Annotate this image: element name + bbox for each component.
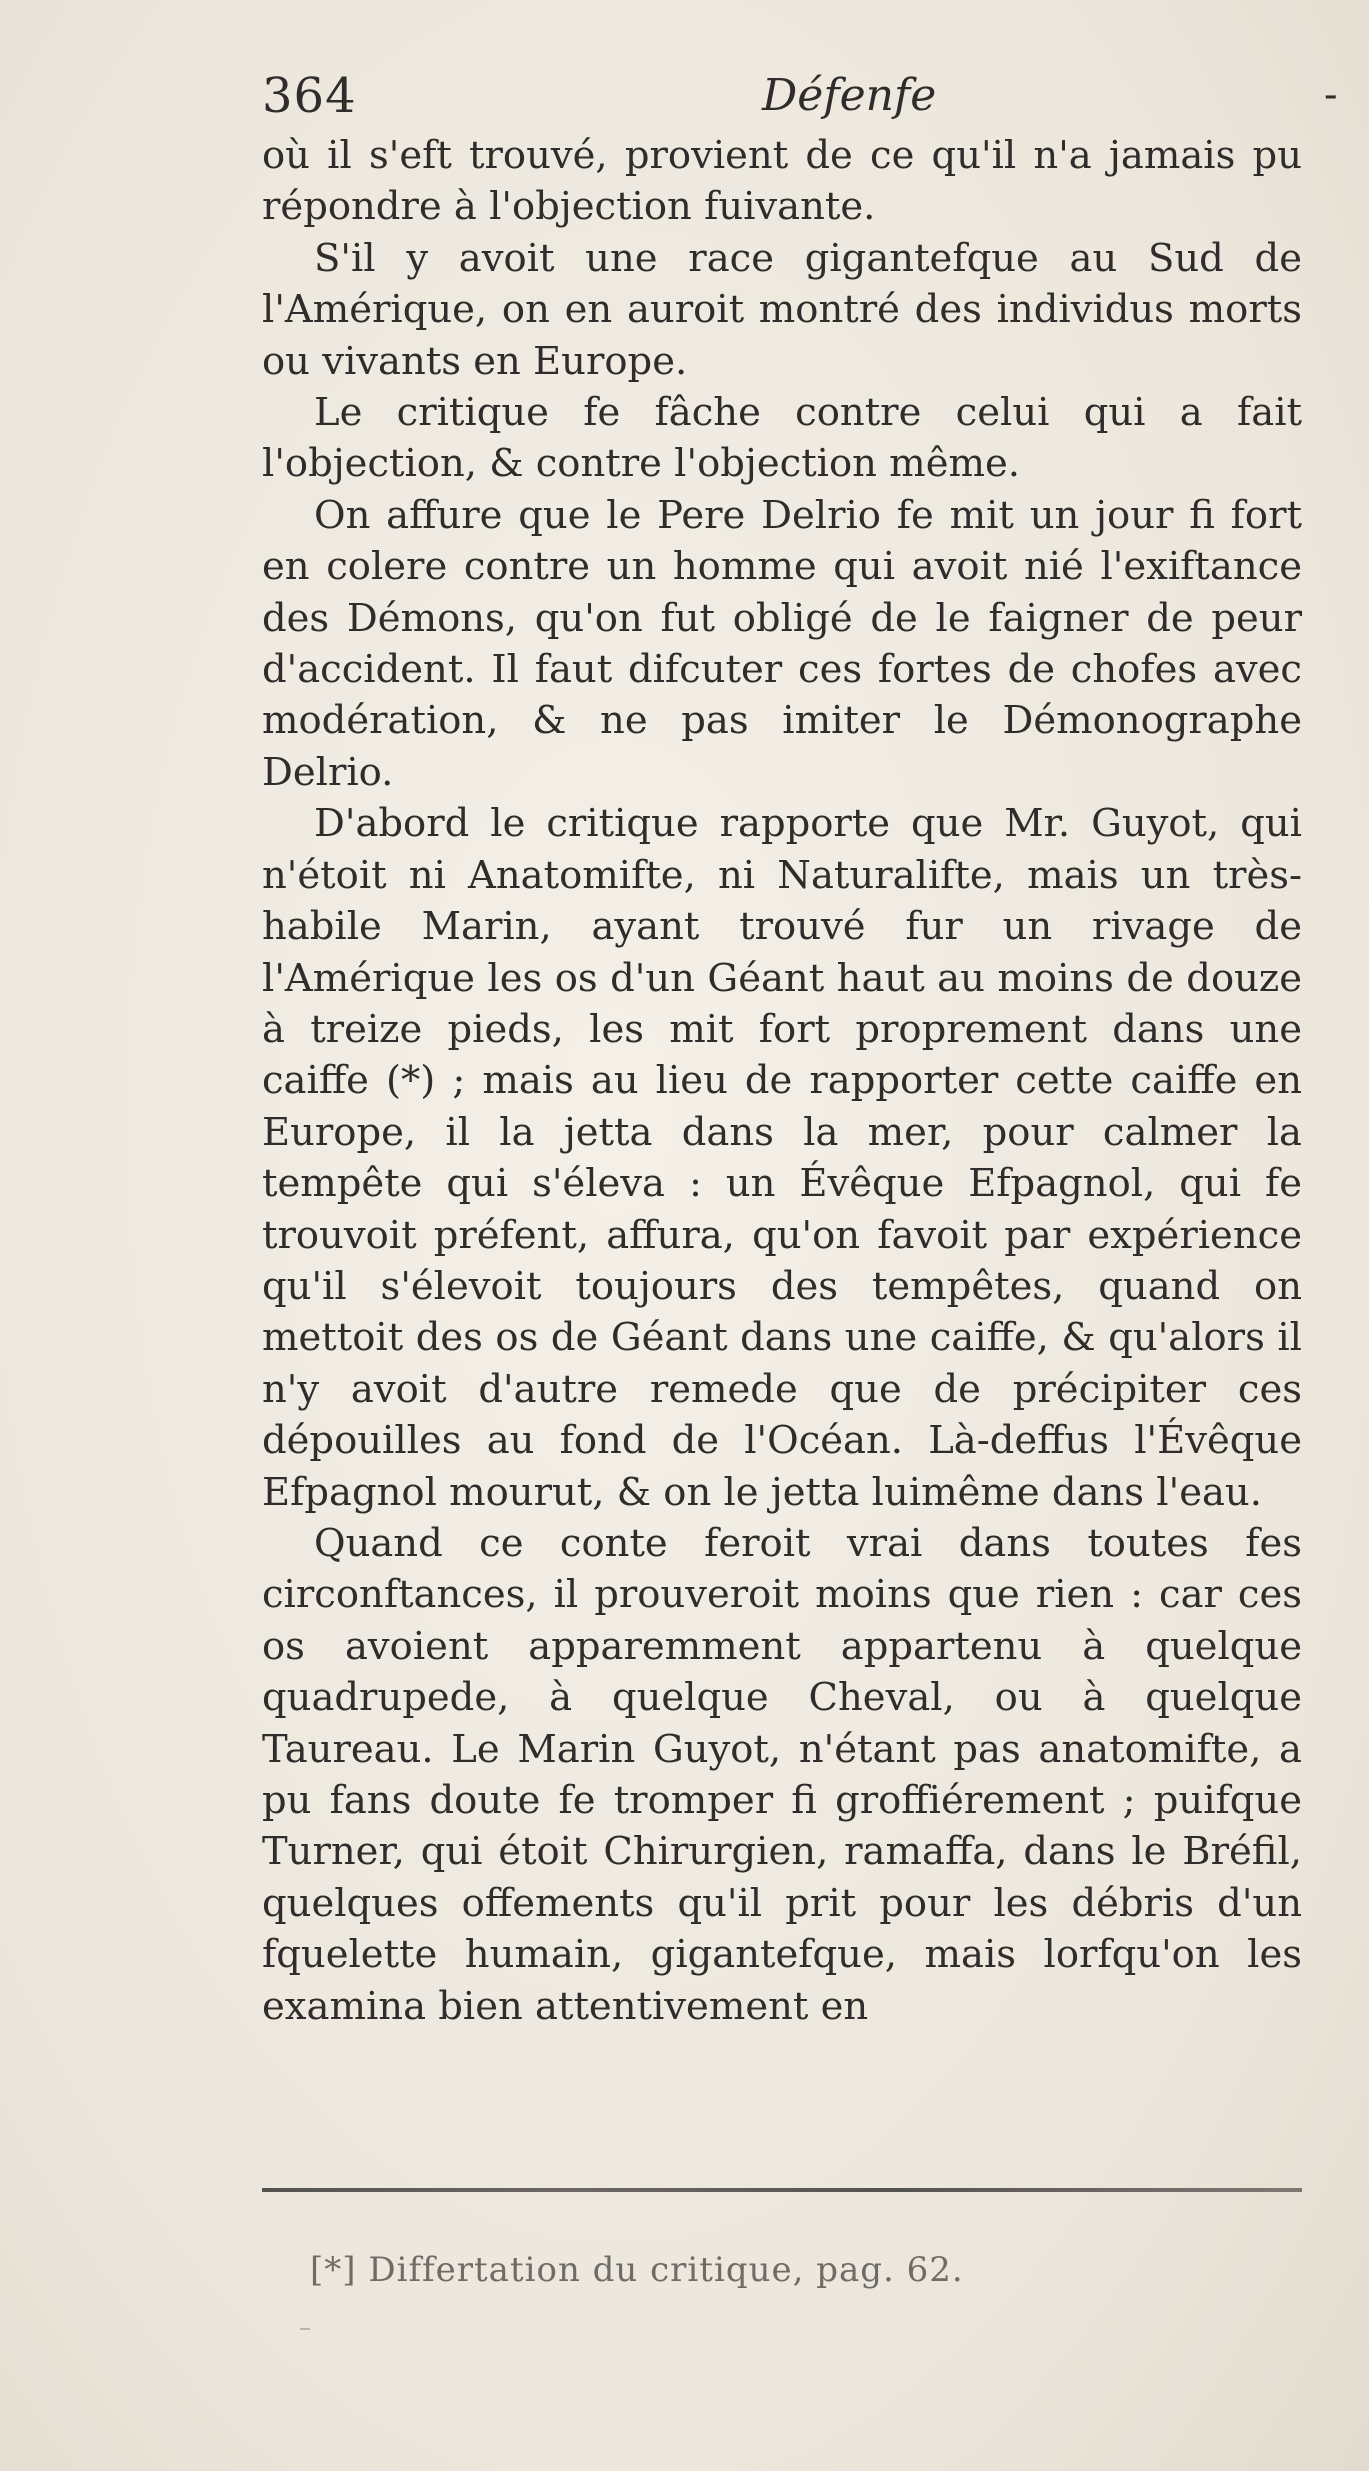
page-number: 364 <box>262 68 357 124</box>
paragraph-2: S'il y avoit une race gigantefque au Sud de l'Amérique, on en auroit montré des individus morts ou vivants en Europe. <box>262 235 1302 384</box>
footnote: [*] Differtation du critique, pag. 62. <box>310 2250 964 2290</box>
paragraph-6: Quand ce conte feroit vrai dans toutes fes circonftances, il prouveroit moins que rien : car ces os avoient apparemment appartenu à quelque quadrupede, à quelque Cheval, ou à quelque Taureau. Le Marin Guyot, n'étant pas anatomifte, a pu fans doute fe tromper fi groffiérement ; puifque Turner, qui étoit Chirurgien, ramaffa, dans le Bréfil, quelques offements qu'il prit pour les débris d'un fquelette humain, gigantefque, mais lorfqu'on les examina bien attentivement en <box>262 1520 1302 2029</box>
paragraph-3: Le critique fe fâche contre celui qui a fait l'objection, & contre l'objection même. <box>262 390 1302 487</box>
bottom-mark <box>300 2328 310 2330</box>
paragraph-4: On affure que le Pere Delrio fe mit un jour fi fort en colere contre un homme qui avoit nié l'exiftance des Démons, qu'on fut obligé de le faigner de peur d'accident. Il faut difcuter ces fortes de chofes avec modération, & ne pas imiter le Démonographe Delrio. <box>262 492 1302 795</box>
header-mark: - <box>1324 72 1338 118</box>
running-title: Défenfe <box>762 70 937 121</box>
paragraph-5: D'abord le critique rapporte que Mr. Guyot, qui n'étoit ni Anatomifte, ni Naturalifte, mais un très-habile Marin, ayant trouvé fur un rivage de l'Amérique les os d'un Géant haut au moins de douze à treize pieds, les mit fort proprement dans une caiffe (*) ; mais au lieu de rapporter cette caiffe en Europe, il la jetta dans la mer, pour calmer la tempête qui s'éleva : un Évêque Efpagnol, qui fe trouvoit préfent, affura, qu'on favoit par expérience qu'il s'élevoit toujours des tempêtes, quand on mettoit des os de Géant dans une caiffe, & qu'alors il n'y avoit d'autre remede que de précipiter ces dépouilles au fond de l'Océan. Là-deffus l'Évêque Efpagnol mourut, & on le jetta luimême dans l'eau. <box>262 801 1302 1515</box>
footnote-rule <box>262 2188 1302 2192</box>
paragraph-1: où il s'eft trouvé, provient de ce qu'il n'a jamais pu répondre à l'objection fuivante. <box>262 133 1302 230</box>
page-header <box>262 68 1338 138</box>
body-text <box>262 130 1302 2032</box>
